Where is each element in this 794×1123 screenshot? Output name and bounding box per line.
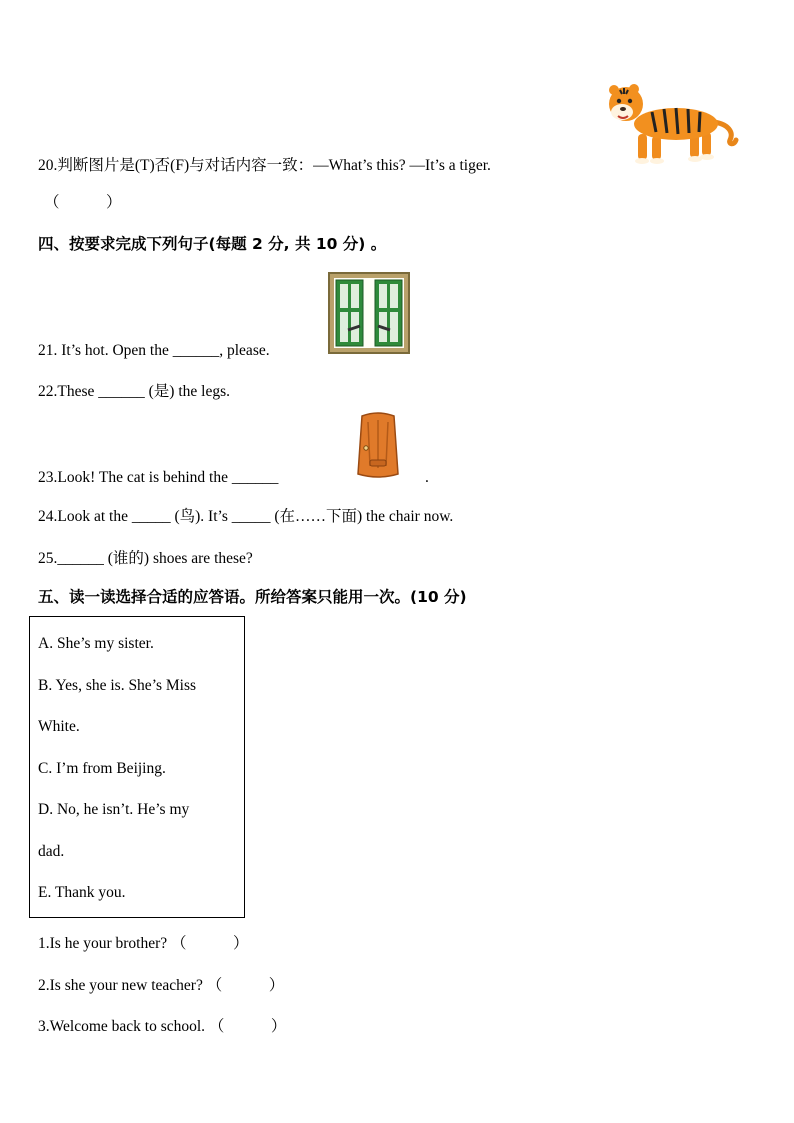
question-24: 24.Look at the _____ (鸟). It’s _____ (在……下面) the chair now.	[38, 508, 454, 525]
tiger-icon	[602, 82, 742, 166]
option-b-line2: White.	[38, 718, 80, 735]
answer-options-box	[29, 616, 245, 918]
option-b-line1: B. Yes, she is. She’s Miss	[38, 677, 197, 694]
section-5-title: 五、读一读选择合适的应答语。所给答案只能用一次。(10 分)	[38, 588, 467, 606]
answer-blank-20[interactable]: （ ）	[44, 194, 122, 211]
section-4-title: 四、按要求完成下列句子(每题 2 分, 共 10 分) 。	[38, 235, 387, 253]
door-icon	[356, 412, 400, 480]
option-d-line2: dad.	[38, 843, 65, 860]
option-e: E. Thank you.	[38, 884, 126, 901]
window-icon	[328, 272, 410, 354]
question-25: 25.______ (谁的) shoes are these?	[38, 550, 253, 567]
question-23-end: .	[425, 469, 429, 486]
matching-question-2[interactable]: 2.Is she your new teacher? （ ）	[38, 977, 285, 994]
option-a: A. She’s my sister.	[38, 635, 154, 652]
question-22: 22.These ______ (是) the legs.	[38, 383, 230, 400]
question-23: 23.Look! The cat is behind the ______	[38, 469, 279, 486]
matching-question-3[interactable]: 3.Welcome back to school. （ ）	[38, 1018, 287, 1035]
matching-question-1[interactable]: 1.Is he your brother? （ ）	[38, 935, 249, 952]
question-20: 20.判断图片是(T)否(F)与对话内容一致：—What’s this? —It’s a tiger.	[38, 157, 491, 174]
question-21: 21. It’s hot. Open the ______, please.	[38, 342, 270, 359]
option-d-line1: D. No, he isn’t. He’s my	[38, 801, 190, 818]
option-c: C. I’m from Beijing.	[38, 760, 166, 777]
